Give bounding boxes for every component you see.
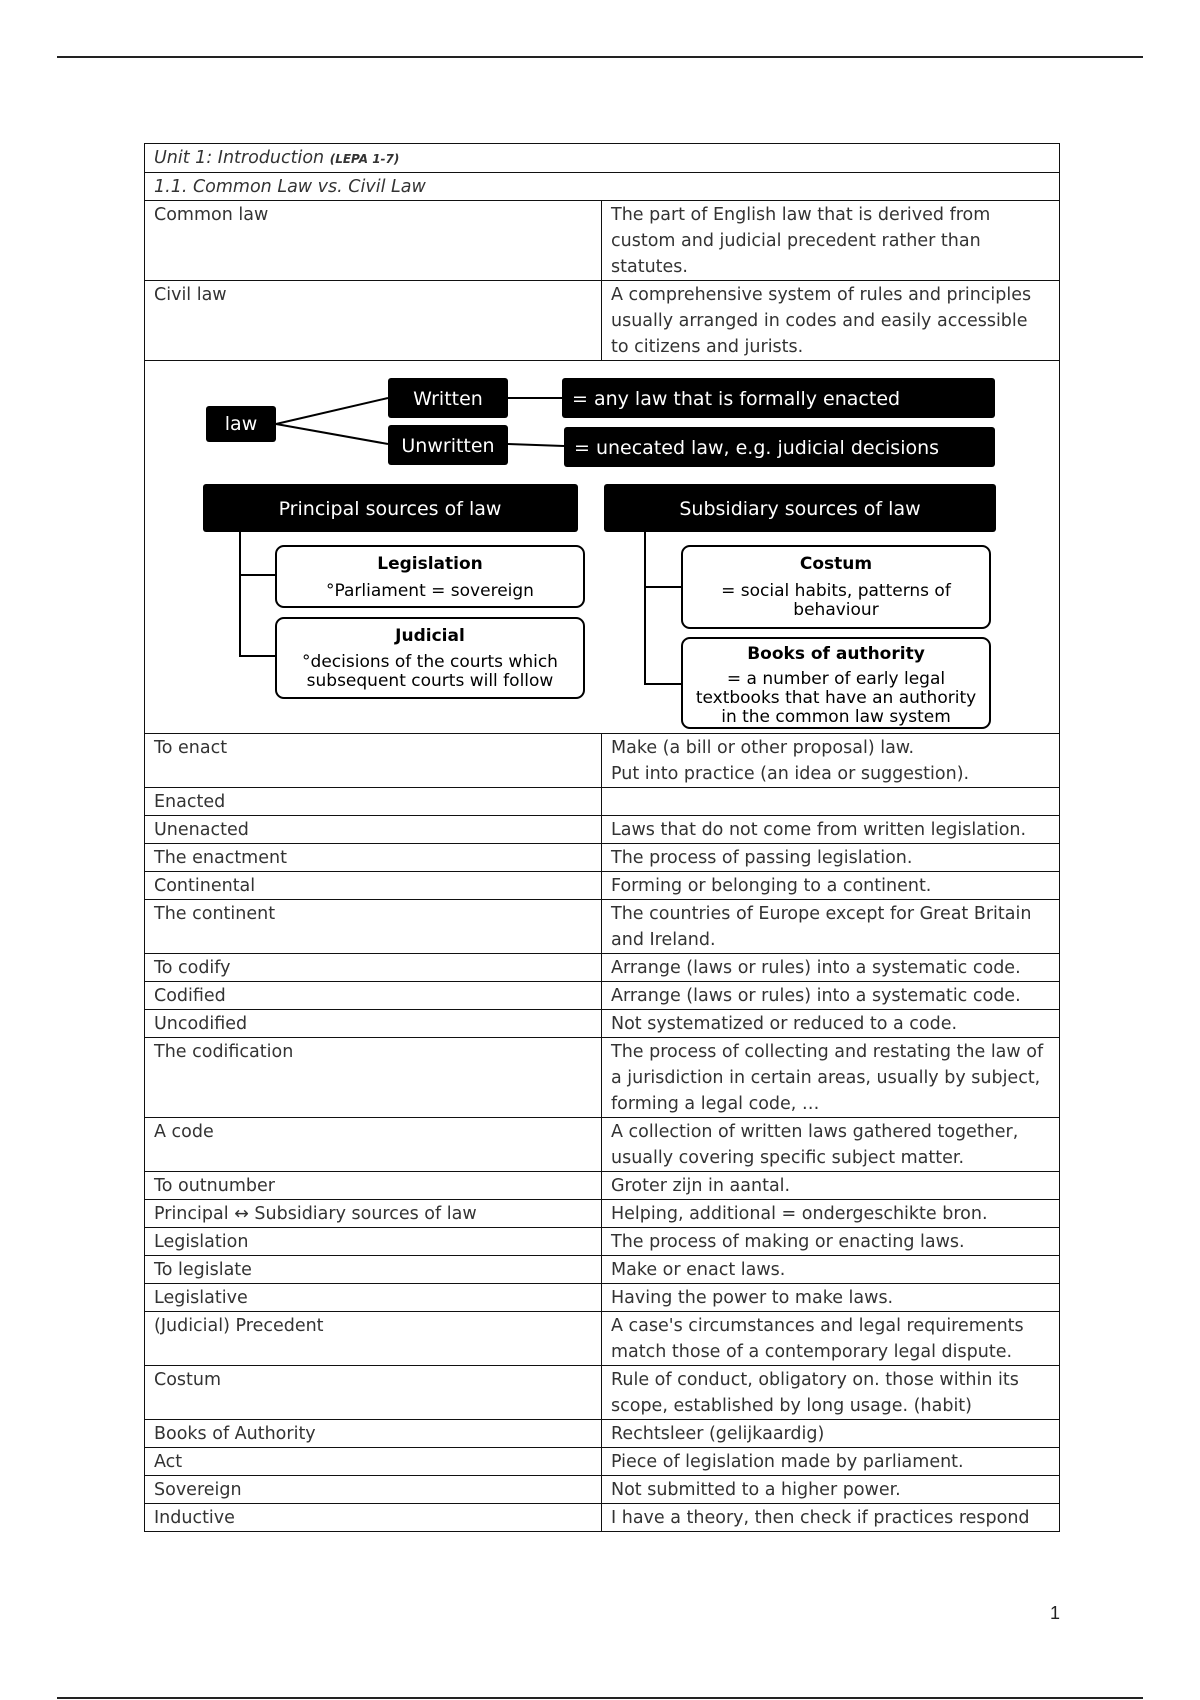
term-cell: Continental [145,872,602,900]
term-cell: To outnumber [145,1172,602,1200]
term-cell: Uncodified [145,1010,602,1038]
table-row [145,954,1060,982]
costum-line: = social habits, patterns of [721,581,951,601]
definition-cell: The process of passing legislation. [602,844,1060,872]
branch-line-unwritten [276,424,388,444]
definition-cell: A case's circumstances and legal requirements match those of a contemporary legal dispute. [602,1312,1060,1366]
term-cell: Act [145,1448,602,1476]
definition-cell: A comprehensive system of rules and principles usually arranged in codes and easily accessible to citizens and jurists. [602,281,1060,361]
table-row [145,788,1060,816]
definition-cell: Make or enact laws. [602,1256,1060,1284]
term-cell: To enact [145,734,602,788]
term-part: Principal [154,1204,229,1224]
definition-line: Put into practice (an idea or suggestion). [611,764,970,784]
unit-header-row [145,144,1060,173]
judicial-line: °decisions of the courts which [302,652,558,672]
books-of-authority-line: textbooks that have an authority [695,688,977,708]
table-row [145,1312,1060,1366]
definition-cell: I have a theory, then check if practices respond [602,1504,1060,1532]
table-row [145,872,1060,900]
definition-cell [602,788,1060,816]
definition-cell: Not systematized or reduced to a code. [602,1010,1060,1038]
legislation-body: °Parliament = sovereign [326,581,534,601]
term-cell: Inductive [145,1504,602,1532]
definition-cell: Forming or belonging to a continent. [602,872,1060,900]
written-node-label: Written [413,388,483,410]
table-row [145,201,1060,281]
definition-cell: Not submitted to a higher power. [602,1476,1060,1504]
costum-line: behaviour [793,600,879,620]
definition-cell: Groter zijn in aantal. [602,1172,1060,1200]
term-cell: To legislate [145,1256,602,1284]
definition-cell: Having the power to make laws. [602,1284,1060,1312]
table-row [145,1010,1060,1038]
table-row [145,982,1060,1010]
definition-cell: The countries of Europe except for Great Britain and Ireland. [602,900,1060,954]
definition-cell: Laws that do not come from written legislation. [602,816,1060,844]
law-node-label: law [224,413,258,435]
definition-cell: Piece of legislation made by parliament. [602,1448,1060,1476]
term-cell: The codification [145,1038,602,1118]
branch-line-written [276,398,388,424]
costum-title: Costum [799,554,873,574]
table-row [145,900,1060,954]
subsidiary-tree-line [645,532,682,684]
table-row [145,1476,1060,1504]
unit-reference: (LEPA 1-7) [329,152,400,166]
subsidiary-sources-label: Subsidiary sources of law [679,498,921,520]
term-cell: Legislation [145,1228,602,1256]
unwritten-node-label: Unwritten [401,435,495,457]
term-part: Subsidiary sources of law [254,1204,477,1224]
vocabulary-table [144,143,1060,1532]
table-row [145,1504,1060,1532]
section-header-row [145,173,1060,201]
definition-cell: The part of English law that is derived from custom and judicial precedent rather than statutes. [602,201,1060,281]
legislation-title: Legislation [377,554,483,574]
principal-tree-line [240,532,276,656]
definition-cell: The process of making or enacting laws. [602,1228,1060,1256]
header-rule [57,56,1143,58]
sources-of-law-diagram-cell [145,361,1060,734]
unwritten-definition-label: = unecated law, e.g. judicial decisions [574,437,940,459]
definition-line: Make (a bill or other proposal) law. [611,738,915,758]
books-of-authority-title: Books of authority [747,644,925,664]
term-cell [145,1200,602,1228]
principal-sources-label: Principal sources of law [278,498,502,520]
term-cell: Common law [145,201,602,281]
definition-cell: Arrange (laws or rules) into a systematic code. [602,954,1060,982]
term-cell: Unenacted [145,816,602,844]
table-row [145,1200,1060,1228]
books-of-authority-line: = a number of early legal [726,669,946,689]
term-cell: Sovereign [145,1476,602,1504]
footer-rule [57,1697,1143,1699]
term-cell: Books of Authority [145,1420,602,1448]
table-row [145,1366,1060,1420]
term-cell: The enactment [145,844,602,872]
term-cell: Civil law [145,281,602,361]
definition-cell [602,734,1060,788]
table-row [145,1038,1060,1118]
table-row [145,844,1060,872]
table-row [145,1228,1060,1256]
bidirectional-arrow-icon: ↔ [234,1204,249,1224]
term-cell: Codified [145,982,602,1010]
judicial-title: Judicial [395,626,465,646]
table-row [145,1256,1060,1284]
table-row [145,1172,1060,1200]
definition-cell: The process of collecting and restating the law of a jurisdiction in certain areas, usually by subject, forming a legal code, … [602,1038,1060,1118]
table-row [145,1118,1060,1172]
diagram-row [145,361,1060,734]
definition-cell: Rechtsleer (gelijkaardig) [602,1420,1060,1448]
unit-title: Unit 1: Introduction [154,148,325,168]
term-cell: To codify [145,954,602,982]
definition-cell: A collection of written laws gathered together, usually covering specific subject matter. [602,1118,1060,1172]
definition-cell: Helping, additional = ondergeschikte bron. [602,1200,1060,1228]
table-row [145,1284,1060,1312]
written-definition-label: = any law that is formally enacted [572,388,901,410]
table-row [145,734,1060,788]
table-row [145,281,1060,361]
section-title: 1.1. Common Law vs. Civil Law [145,173,1060,201]
term-cell: Costum [145,1366,602,1420]
judicial-line: subsequent courts will follow [306,671,554,691]
definition-cell: Arrange (laws or rules) into a systematic code. [602,982,1060,1010]
sources-of-law-diagram [145,361,1060,733]
books-of-authority-line: in the common law system [721,707,951,727]
unwritten-connector [508,444,564,446]
table-row [145,1448,1060,1476]
term-cell: Legislative [145,1284,602,1312]
term-cell: The continent [145,900,602,954]
term-cell: A code [145,1118,602,1172]
term-cell: (Judicial) Precedent [145,1312,602,1366]
table-row [145,816,1060,844]
table-row [145,1420,1060,1448]
page-number: 1 [1049,1603,1060,1623]
unit-header-cell [145,144,1060,173]
definition-cell: Rule of conduct, obligatory on. those within its scope, established by long usage. (habit) [602,1366,1060,1420]
term-cell: Enacted [145,788,602,816]
